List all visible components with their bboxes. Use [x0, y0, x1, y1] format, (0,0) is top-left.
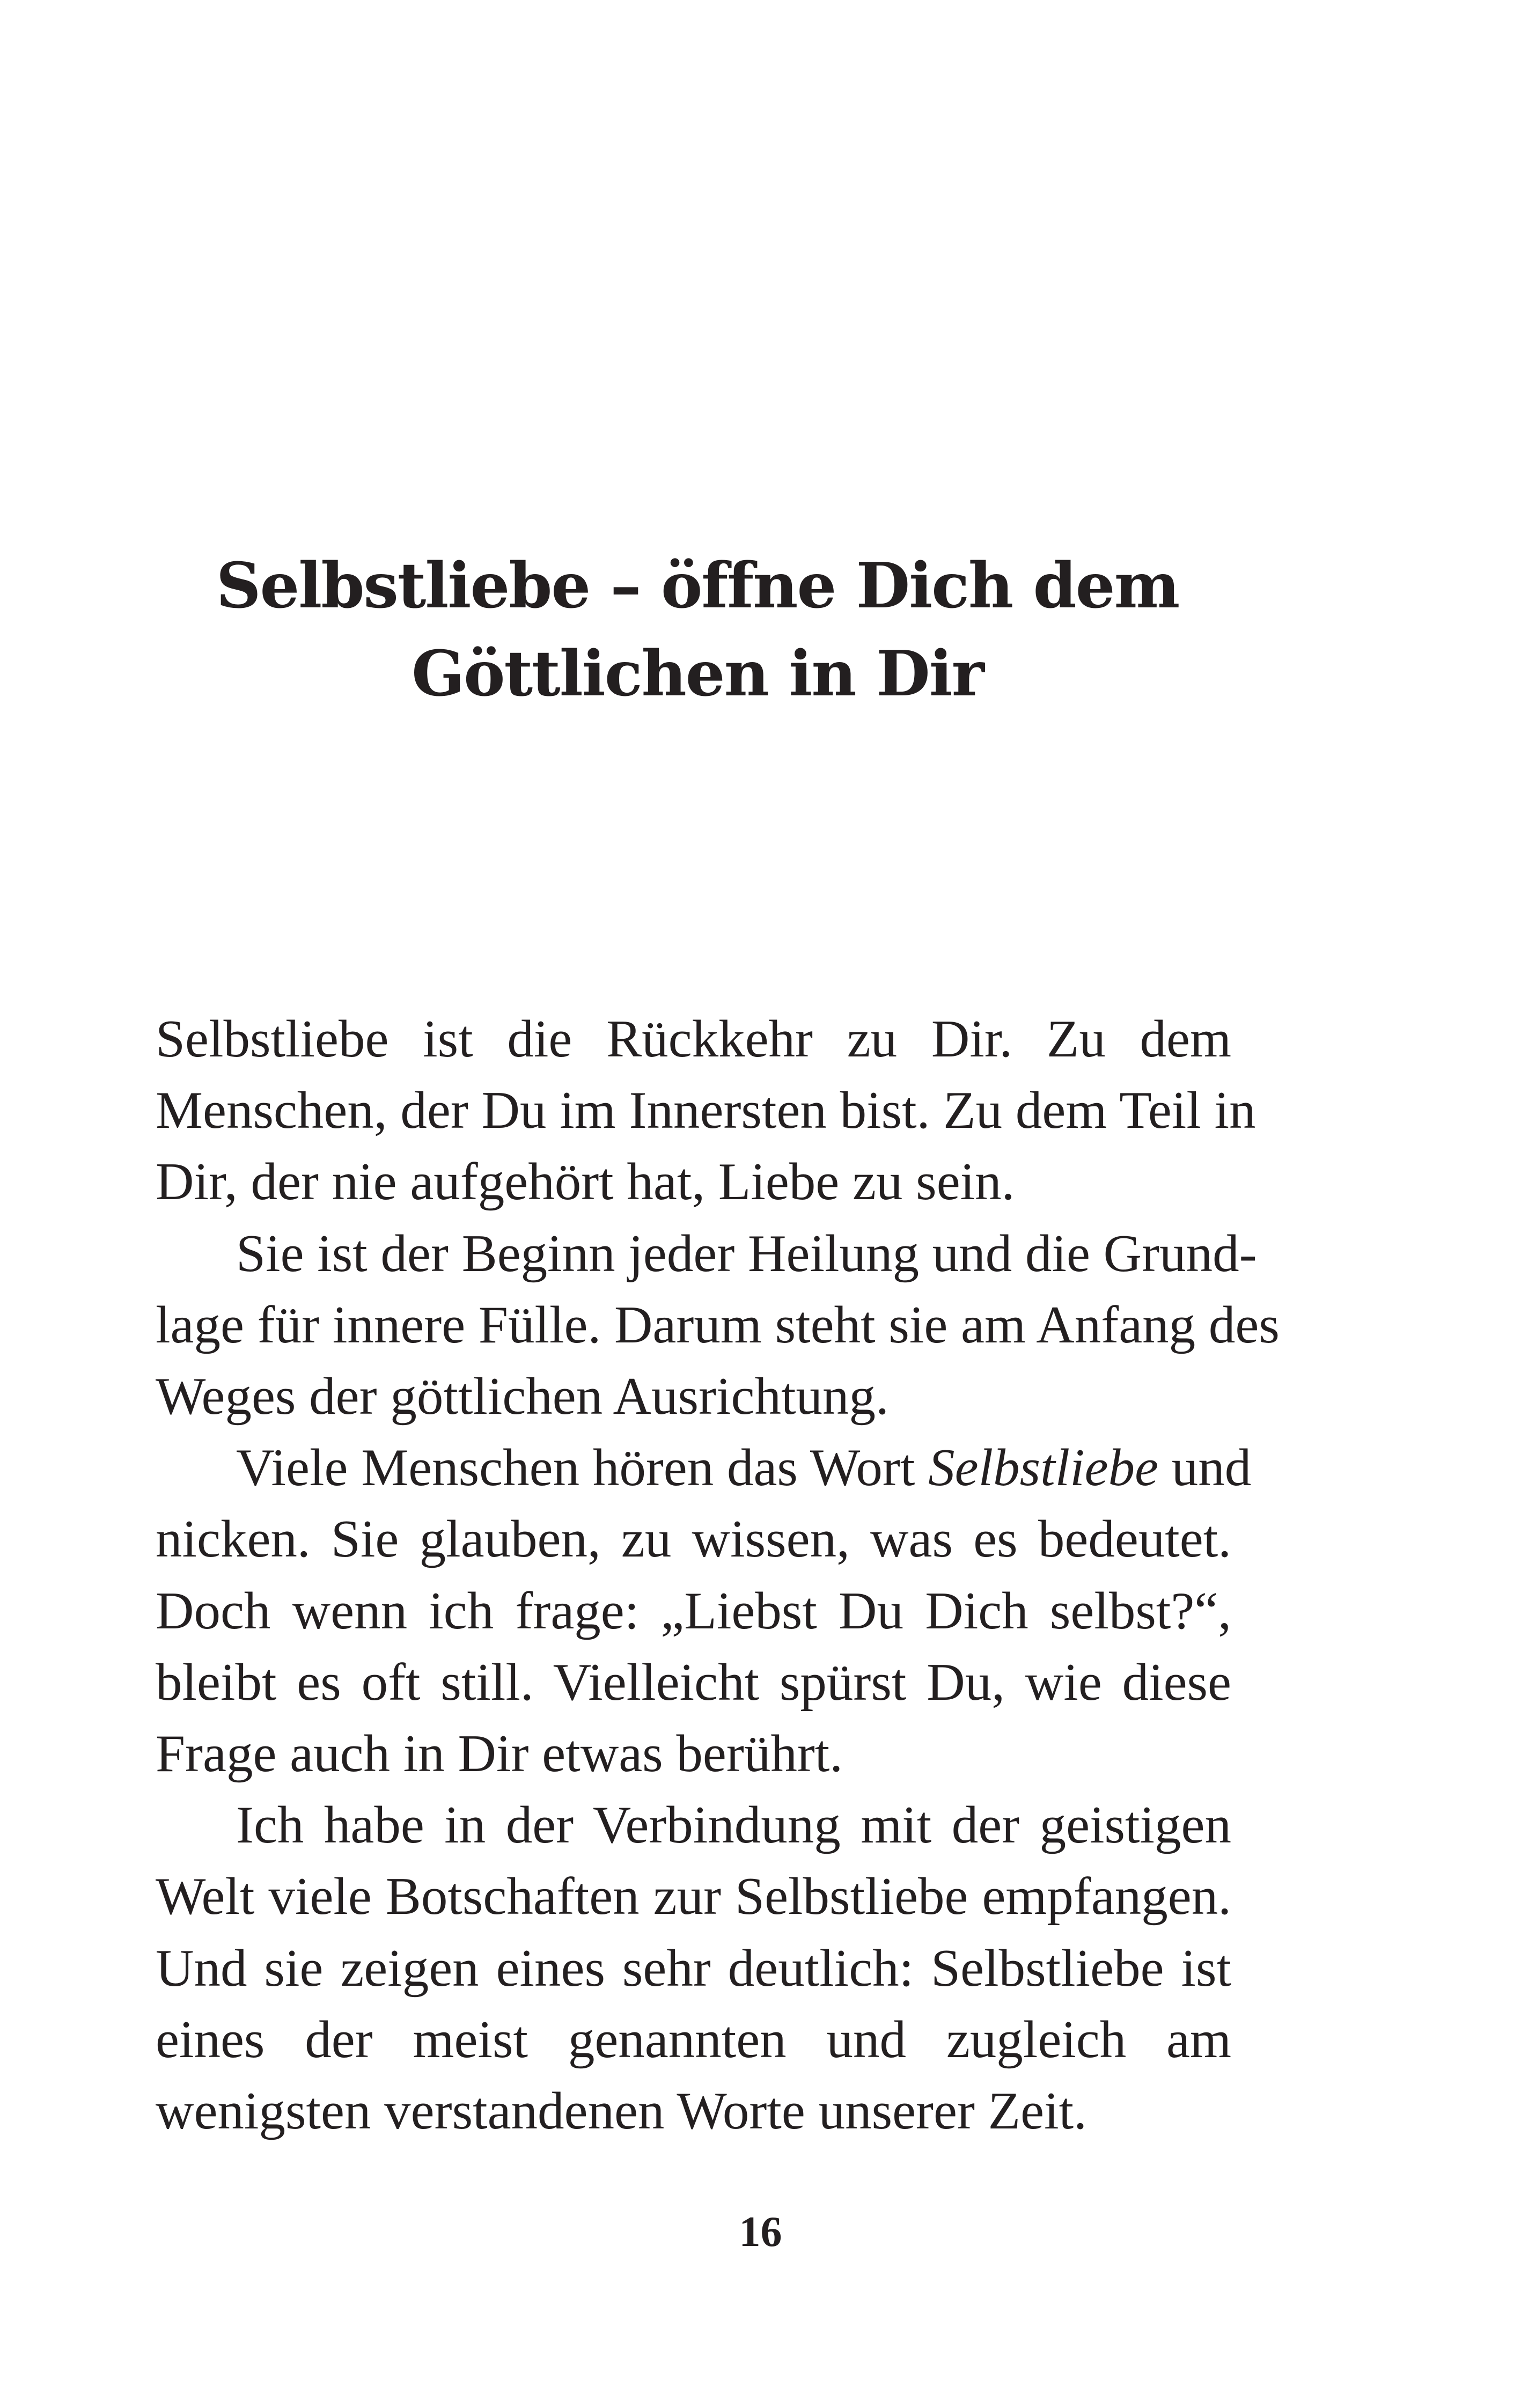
paragraph-1 [156, 1003, 1256, 1218]
text-line: nicken. Sie glauben, zu wissen, was es bedeutet. [156, 1510, 1231, 1569]
page-number: 16 [739, 2208, 782, 2256]
paragraph-3 [156, 1432, 1252, 1789]
text-line: Dir, der nie aufgehört hat, Liebe zu sein. [156, 1152, 1015, 1212]
paragraph-2 [156, 1218, 1280, 1433]
chapter-title-line-1: Selbstliebe – öffne Dich dem [216, 549, 1179, 622]
text-line: Sie ist der Beginn jeder Heilung und die Grund- [236, 1224, 1257, 1283]
text-line-with-emphasis [156, 1432, 1252, 1503]
emphasized-word: Selbstliebe [928, 1438, 1159, 1497]
text-run: Viele Menschen hören das Wort [236, 1438, 929, 1497]
body-text [156, 1003, 1280, 2147]
text-line: Frage auch in Dir etwas berührt. [156, 1724, 843, 1783]
text-line: Ich habe in der Verbindung mit der geistigen [236, 1796, 1231, 1855]
text-line: Doch wenn ich frage: „Liebst Du Dich selbst?“, [156, 1581, 1231, 1640]
chapter-title [134, 542, 1261, 718]
text-line: Selbstliebe ist die Rückkehr zu Dir. Zu dem [156, 1010, 1231, 1068]
paragraph-4 [156, 1789, 1231, 2147]
text-line: bleibt es oft still. Vielleicht spürst Du, wie diese [156, 1653, 1231, 1712]
text-line: Weges der göttlichen Ausrichtung. [156, 1367, 889, 1426]
text-line: Menschen, der Du im Innersten bist. Zu dem Teil in [156, 1081, 1256, 1140]
text-line: wenigsten verstandenen Worte unserer Zeit. [156, 2082, 1087, 2141]
text-line: eines der meist genannten und zugleich am [156, 2010, 1231, 2069]
chapter-title-line-2: Göttlichen in Dir [412, 637, 983, 710]
text-line: lage für innere Fülle. Darum steht sie am Anfang des [156, 1295, 1280, 1354]
text-line: Und sie zeigen eines sehr deutlich: Selbstliebe ist [156, 1939, 1231, 1998]
text-line: Welt viele Botschaften zur Selbstliebe empfangen. [156, 1867, 1231, 1926]
text-run: und [1158, 1438, 1252, 1497]
